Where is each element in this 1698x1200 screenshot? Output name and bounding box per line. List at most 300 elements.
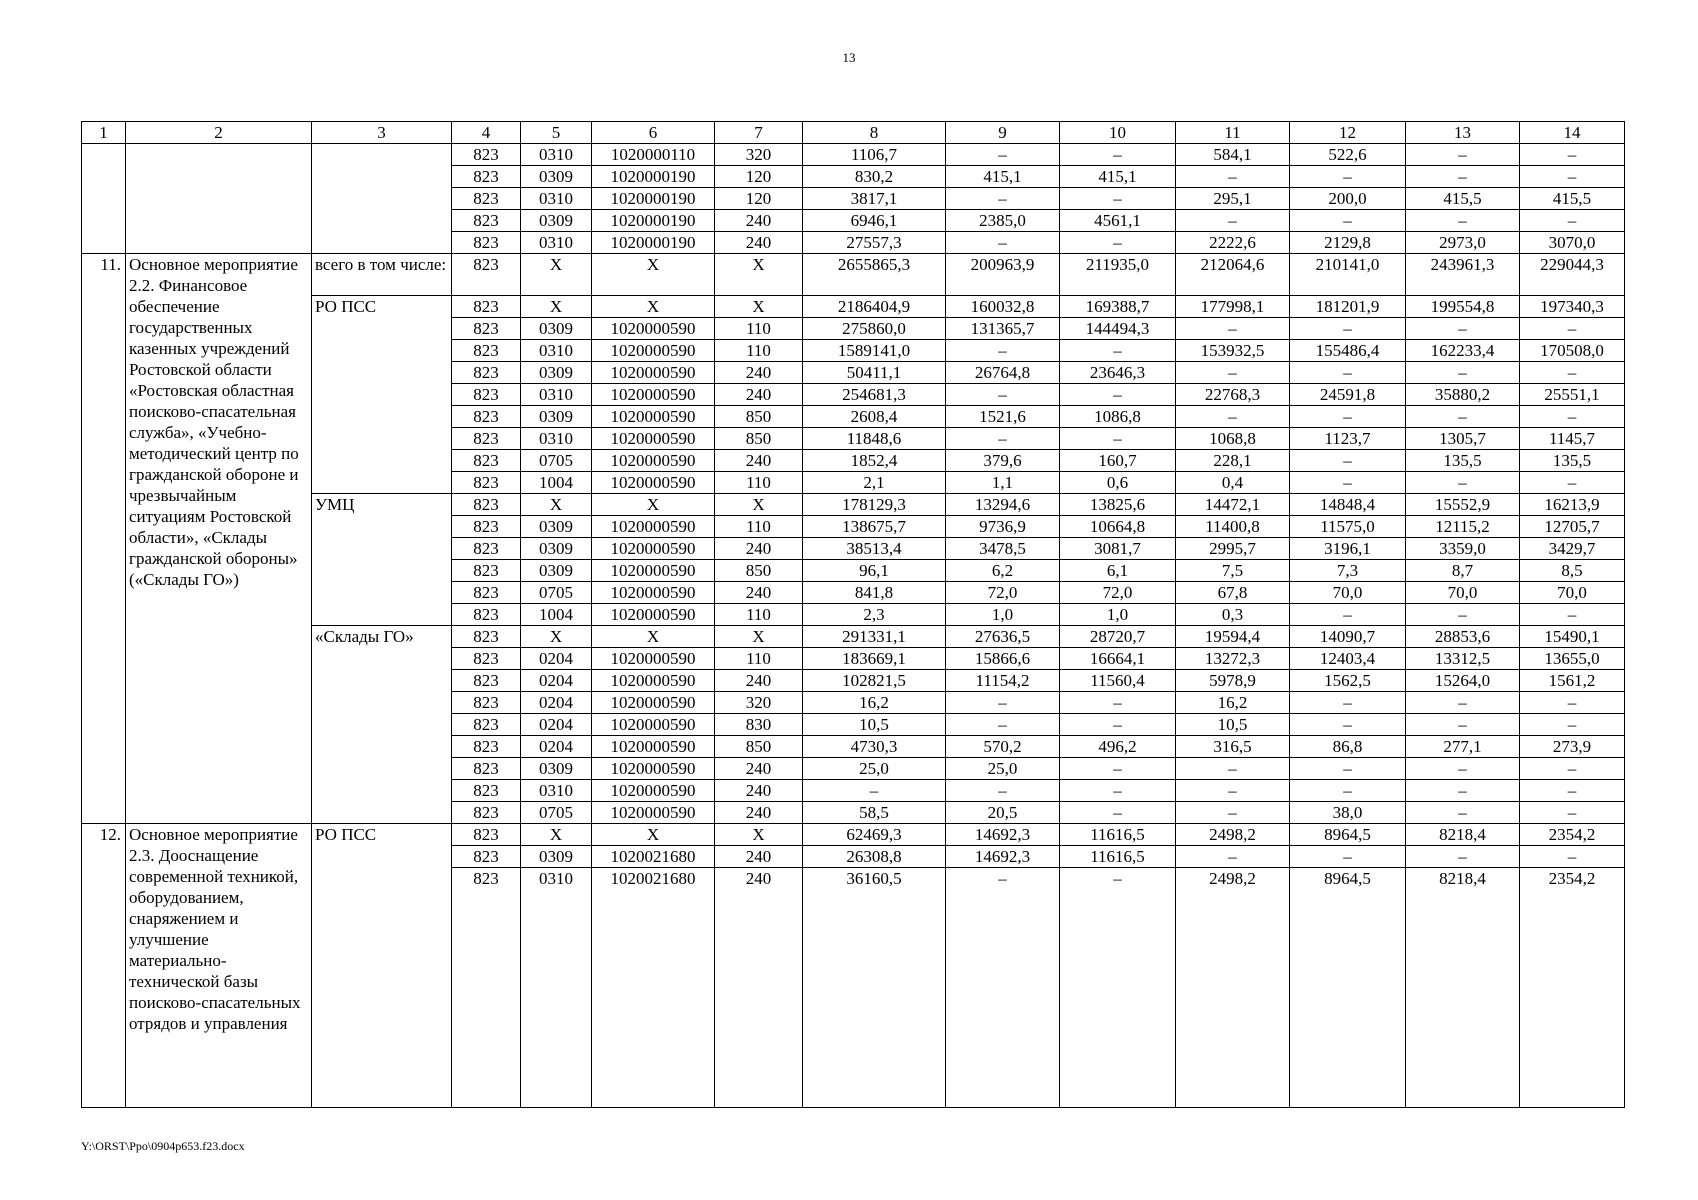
table-cell: – (946, 340, 1060, 362)
table-cell: 823 (452, 582, 521, 604)
table-cell: 14692,3 (946, 824, 1060, 846)
table-cell: – (1176, 802, 1290, 824)
table-cell: 6,2 (946, 560, 1060, 582)
table-cell: X (521, 824, 592, 846)
table-cell: 522,6 (1290, 144, 1406, 166)
table-cell: 2186404,9 (803, 296, 946, 318)
table-cell: – (1290, 846, 1406, 868)
table-cell: – (1406, 472, 1520, 494)
table-cell: 2995,7 (1176, 538, 1290, 560)
table-cell: – (1520, 362, 1625, 384)
table-cell: – (1406, 318, 1520, 340)
table-cell: 0310 (521, 384, 592, 406)
table-cell: – (946, 714, 1060, 736)
file-path-footer: Y:\ORST\Ppo\0904p653.f23.docx (81, 1139, 245, 1153)
table-cell: 1,1 (946, 472, 1060, 494)
table-cell: – (1176, 846, 1290, 868)
table-cell: 110 (715, 340, 803, 362)
table-cell: 240 (715, 210, 803, 232)
table-cell: 8218,4 (1406, 824, 1520, 846)
row-index: 12. (82, 824, 126, 1108)
table-cell: 11560,4 (1060, 670, 1176, 692)
table-cell: 38513,4 (803, 538, 946, 560)
table-cell: 823 (452, 144, 521, 166)
table-cell: 72,0 (946, 582, 1060, 604)
table-cell: – (1060, 340, 1176, 362)
table-cell: 823 (452, 188, 521, 210)
table-cell: 211935,0 (1060, 254, 1176, 296)
table-cell: 823 (452, 362, 521, 384)
table-cell: 1561,2 (1520, 670, 1625, 692)
table-cell: – (1176, 780, 1290, 802)
table-cell: 1086,8 (1060, 406, 1176, 428)
table-cell: 62469,3 (803, 824, 946, 846)
table-cell: 316,5 (1176, 736, 1290, 758)
table-cell: – (1406, 846, 1520, 868)
table-cell: 25,0 (946, 758, 1060, 780)
table-cell: 2129,8 (1290, 232, 1406, 254)
table-cell: 96,1 (803, 560, 946, 582)
table-cell: 2222,6 (1176, 232, 1290, 254)
table-cell: 1068,8 (1176, 428, 1290, 450)
table-cell: – (1406, 210, 1520, 232)
table-cell: 823 (452, 802, 521, 824)
table-cell: 240 (715, 758, 803, 780)
table-cell: 1020000590 (592, 472, 715, 494)
table-cell: 3478,5 (946, 538, 1060, 560)
table-cell: – (1520, 166, 1625, 188)
table-cell: 6946,1 (803, 210, 946, 232)
table-cell: 210141,0 (1290, 254, 1406, 296)
column-header: 8 (803, 122, 946, 144)
table-cell: 2498,2 (1176, 868, 1290, 1108)
table-cell: 0309 (521, 560, 592, 582)
table-cell: – (1406, 714, 1520, 736)
table-cell: 70,0 (1290, 582, 1406, 604)
table-cell: 1020000590 (592, 802, 715, 824)
table-cell: X (715, 626, 803, 648)
table-cell: 823 (452, 494, 521, 516)
table-cell: 86,8 (1290, 736, 1406, 758)
table-cell: X (715, 494, 803, 516)
table-cell: 295,1 (1176, 188, 1290, 210)
table-cell: 26764,8 (946, 362, 1060, 384)
table-cell: 2385,0 (946, 210, 1060, 232)
table-cell: 0309 (521, 516, 592, 538)
table-cell: 14472,1 (1176, 494, 1290, 516)
table-cell: 240 (715, 384, 803, 406)
table-header-row (82, 122, 1625, 144)
table-cell: 2973,0 (1406, 232, 1520, 254)
table-cell: 177998,1 (1176, 296, 1290, 318)
column-header: 9 (946, 122, 1060, 144)
table-cell: – (1406, 758, 1520, 780)
table-cell: 1020000590 (592, 758, 715, 780)
table-cell: 1020000190 (592, 210, 715, 232)
table-cell: 8,7 (1406, 560, 1520, 582)
table-cell: 1,0 (946, 604, 1060, 626)
table-cell: 823 (452, 648, 521, 670)
table-cell: 12705,7 (1520, 516, 1625, 538)
table-cell: 25551,1 (1520, 384, 1625, 406)
table-cell: 0204 (521, 714, 592, 736)
table-cell: 3429,7 (1520, 538, 1625, 560)
table-cell: 1020000110 (592, 144, 715, 166)
table-cell: – (1290, 406, 1406, 428)
table-cell: 415,5 (1520, 188, 1625, 210)
table-cell: – (1406, 780, 1520, 802)
table-cell: 273,9 (1520, 736, 1625, 758)
table-cell: X (592, 494, 715, 516)
table-cell: 23646,3 (1060, 362, 1176, 384)
table-cell: X (715, 824, 803, 846)
table-cell: 240 (715, 232, 803, 254)
table-cell: 823 (452, 254, 521, 296)
table-cell: – (1060, 428, 1176, 450)
table-cell: 3817,1 (803, 188, 946, 210)
table-cell: 1020000590 (592, 450, 715, 472)
table-cell: – (946, 188, 1060, 210)
table-cell: 15490,1 (1520, 626, 1625, 648)
table-cell: 823 (452, 868, 521, 1108)
table-cell: 2655865,3 (803, 254, 946, 296)
table-cell: 200,0 (1290, 188, 1406, 210)
table-cell: 178129,3 (803, 494, 946, 516)
table-cell: – (1290, 780, 1406, 802)
table-cell: – (1176, 210, 1290, 232)
table-cell: 160032,8 (946, 296, 1060, 318)
table-cell: – (1520, 758, 1625, 780)
table-cell: 1106,7 (803, 144, 946, 166)
table-cell: 120 (715, 188, 803, 210)
table-cell: 823 (452, 846, 521, 868)
table-cell: 1305,7 (1406, 428, 1520, 450)
table-cell: 0309 (521, 846, 592, 868)
table-cell: 2608,4 (803, 406, 946, 428)
table-cell: 24591,8 (1290, 384, 1406, 406)
table-cell: 0705 (521, 582, 592, 604)
table-cell: 9736,9 (946, 516, 1060, 538)
table-cell: 275860,0 (803, 318, 946, 340)
table-cell: 823 (452, 560, 521, 582)
activity-name (126, 144, 312, 254)
table-cell: 3070,0 (1520, 232, 1625, 254)
table-cell: 823 (452, 670, 521, 692)
table-cell: 823 (452, 604, 521, 626)
table-cell: 823 (452, 210, 521, 232)
table-cell: 830 (715, 714, 803, 736)
table-cell: – (946, 428, 1060, 450)
table-cell: 0309 (521, 210, 592, 232)
table-cell: 850 (715, 406, 803, 428)
table-cell: 850 (715, 560, 803, 582)
table-cell: 1020000190 (592, 188, 715, 210)
table-cell: 110 (715, 648, 803, 670)
table-cell: 1020000590 (592, 670, 715, 692)
table-row (82, 144, 1625, 166)
table-cell: 16,2 (1176, 692, 1290, 714)
table-cell: 1145,7 (1520, 428, 1625, 450)
table-cell: – (1060, 384, 1176, 406)
table-cell: 8,5 (1520, 560, 1625, 582)
table-cell: 240 (715, 780, 803, 802)
table-cell: 0310 (521, 428, 592, 450)
table-cell: 13825,6 (1060, 494, 1176, 516)
table-cell: 11400,8 (1176, 516, 1290, 538)
table-cell: – (1520, 210, 1625, 232)
table-cell: – (1060, 868, 1176, 1108)
column-header: 11 (1176, 122, 1290, 144)
table-cell: 0204 (521, 670, 592, 692)
table-cell: – (946, 144, 1060, 166)
table-cell: 135,5 (1406, 450, 1520, 472)
table-cell: X (715, 254, 803, 296)
table-cell: 823 (452, 340, 521, 362)
table-cell: 183669,1 (803, 648, 946, 670)
table-cell: – (1290, 758, 1406, 780)
table-cell: 240 (715, 362, 803, 384)
table-cell: 240 (715, 450, 803, 472)
table-cell: 379,6 (946, 450, 1060, 472)
table-cell: – (1520, 406, 1625, 428)
table-cell: – (1406, 166, 1520, 188)
table-cell: – (1060, 232, 1176, 254)
table-cell: 8964,5 (1290, 824, 1406, 846)
table-cell: – (1406, 802, 1520, 824)
table-cell: 7,3 (1290, 560, 1406, 582)
table-cell: X (592, 254, 715, 296)
table-cell: 3081,7 (1060, 538, 1176, 560)
table-cell: 0309 (521, 538, 592, 560)
table-cell: 212064,6 (1176, 254, 1290, 296)
table-cell: 320 (715, 144, 803, 166)
table-cell: 1020000590 (592, 560, 715, 582)
table-cell: 70,0 (1520, 582, 1625, 604)
table-cell: – (1406, 692, 1520, 714)
table-cell: – (1060, 188, 1176, 210)
table-row (82, 296, 1625, 318)
table-cell: 169388,7 (1060, 296, 1176, 318)
table-cell: 415,5 (1406, 188, 1520, 210)
table-cell: 1123,7 (1290, 428, 1406, 450)
table-cell: 110 (715, 516, 803, 538)
table-cell: 10,5 (1176, 714, 1290, 736)
table-cell: 16,2 (803, 692, 946, 714)
table-cell: 277,1 (1406, 736, 1520, 758)
table-cell: 823 (452, 384, 521, 406)
table-cell: 0705 (521, 450, 592, 472)
table-cell: – (946, 868, 1060, 1108)
table-cell: X (592, 296, 715, 318)
table-cell: 0310 (521, 144, 592, 166)
table-cell: – (1060, 802, 1176, 824)
table-cell: – (1060, 714, 1176, 736)
responsible-executor: «Склады ГО» (312, 626, 452, 824)
table-cell: – (1406, 362, 1520, 384)
table-cell: 1020000590 (592, 648, 715, 670)
table-cell: 2,3 (803, 604, 946, 626)
table-cell: 0310 (521, 868, 592, 1108)
column-header: 6 (592, 122, 715, 144)
responsible-executor: РО ПСС (312, 824, 452, 1108)
table-cell: – (946, 232, 1060, 254)
table-cell: – (1520, 144, 1625, 166)
table-cell: 70,0 (1406, 582, 1520, 604)
table-cell: 135,5 (1520, 450, 1625, 472)
table-cell: 823 (452, 318, 521, 340)
table-cell: 36160,5 (803, 868, 946, 1108)
table-cell: 496,2 (1060, 736, 1176, 758)
table-cell: 199554,8 (1406, 296, 1520, 318)
table-cell: 10,5 (803, 714, 946, 736)
activity-name: Основное мероприятие 2.3. Дооснащение современной техникой, оборудованием, снаряжением и улучшение материально-технической базы поисково-спасательных отрядов и управления (126, 824, 312, 1108)
table-cell: – (1290, 362, 1406, 384)
table-cell: 823 (452, 472, 521, 494)
row-index (82, 144, 126, 254)
table-cell: 15264,0 (1406, 670, 1520, 692)
table-row (82, 254, 1625, 296)
table-cell: X (592, 824, 715, 846)
table-cell: 162233,4 (1406, 340, 1520, 362)
table-cell: 1020021680 (592, 868, 715, 1108)
table-cell: 1004 (521, 604, 592, 626)
table-cell: 1020021680 (592, 846, 715, 868)
table-cell: 1852,4 (803, 450, 946, 472)
table-cell: 823 (452, 296, 521, 318)
table-cell: 1020000590 (592, 714, 715, 736)
table-cell: 320 (715, 692, 803, 714)
table-cell: 291331,1 (803, 626, 946, 648)
table-cell: 27557,3 (803, 232, 946, 254)
table-row (82, 824, 1625, 846)
table-cell: 0705 (521, 802, 592, 824)
table-cell: 823 (452, 166, 521, 188)
responsible-executor (312, 144, 452, 254)
table-cell: 181201,9 (1290, 296, 1406, 318)
table-cell: X (521, 494, 592, 516)
table-cell: – (1290, 604, 1406, 626)
table-cell: 3196,1 (1290, 538, 1406, 560)
table-cell: 15866,6 (946, 648, 1060, 670)
table-cell: 1562,5 (1290, 670, 1406, 692)
table-cell: 823 (452, 428, 521, 450)
table-cell: 15552,9 (1406, 494, 1520, 516)
table-cell: 19594,4 (1176, 626, 1290, 648)
table-cell: 570,2 (946, 736, 1060, 758)
table-cell: 823 (452, 780, 521, 802)
table-cell: 1020000590 (592, 538, 715, 560)
table-cell: 160,7 (1060, 450, 1176, 472)
table-cell: 1020000590 (592, 516, 715, 538)
table-row (82, 494, 1625, 516)
table-cell: – (946, 780, 1060, 802)
table-cell: 1020000590 (592, 428, 715, 450)
table-cell: 228,1 (1176, 450, 1290, 472)
table-cell: 20,5 (946, 802, 1060, 824)
table-cell: 240 (715, 846, 803, 868)
table-cell: – (1290, 472, 1406, 494)
table-cell: 6,1 (1060, 560, 1176, 582)
table-cell: 1020000190 (592, 166, 715, 188)
table-cell: 254681,3 (803, 384, 946, 406)
table-cell: – (946, 692, 1060, 714)
table-cell: – (1520, 472, 1625, 494)
table-cell: 1020000590 (592, 736, 715, 758)
table-cell: – (1290, 450, 1406, 472)
table-cell: 102821,5 (803, 670, 946, 692)
table-cell: 170508,0 (1520, 340, 1625, 362)
table-cell: 197340,3 (1520, 296, 1625, 318)
table-cell: 823 (452, 232, 521, 254)
column-header: 1 (82, 122, 126, 144)
table-cell: 850 (715, 736, 803, 758)
table-cell: 28853,6 (1406, 626, 1520, 648)
table-cell: 1020000590 (592, 604, 715, 626)
table-cell: 0309 (521, 318, 592, 340)
table-cell: 2,1 (803, 472, 946, 494)
responsible-executor: УМЦ (312, 494, 452, 626)
table-cell: – (1520, 780, 1625, 802)
table-cell: 1020000190 (592, 232, 715, 254)
table-cell: 0204 (521, 736, 592, 758)
table-cell: – (1176, 166, 1290, 188)
column-header: 7 (715, 122, 803, 144)
table-cell: 229044,3 (1520, 254, 1625, 296)
table-cell: 8218,4 (1406, 868, 1520, 1108)
table-cell: 823 (452, 450, 521, 472)
table-cell: 12115,2 (1406, 516, 1520, 538)
column-header: 2 (126, 122, 312, 144)
table-cell: 27636,5 (946, 626, 1060, 648)
table-cell: X (521, 626, 592, 648)
table-cell: 0309 (521, 406, 592, 428)
table-cell: 240 (715, 538, 803, 560)
table-cell: 415,1 (1060, 166, 1176, 188)
table-cell: – (1176, 758, 1290, 780)
table-cell: – (1176, 318, 1290, 340)
table-cell: 38,0 (1290, 802, 1406, 824)
table-cell: X (715, 296, 803, 318)
table-cell: 7,5 (1176, 560, 1290, 582)
table-cell: – (1406, 144, 1520, 166)
table-cell: – (1060, 692, 1176, 714)
table-cell: 131365,7 (946, 318, 1060, 340)
table-cell: 4730,3 (803, 736, 946, 758)
table-cell: – (1176, 362, 1290, 384)
table-cell: 72,0 (1060, 582, 1176, 604)
column-header: 12 (1290, 122, 1406, 144)
table-cell: 11848,6 (803, 428, 946, 450)
table-cell: 0204 (521, 648, 592, 670)
table-cell: 1589141,0 (803, 340, 946, 362)
table-cell: 50411,1 (803, 362, 946, 384)
column-header: 5 (521, 122, 592, 144)
table-body (82, 144, 1625, 1108)
table-cell: 243961,3 (1406, 254, 1520, 296)
table-cell: 155486,4 (1290, 340, 1406, 362)
table-cell: 35880,2 (1406, 384, 1520, 406)
table-cell: 3359,0 (1406, 538, 1520, 560)
table-cell: 1020000590 (592, 384, 715, 406)
column-header: 14 (1520, 122, 1625, 144)
table-cell: 11575,0 (1290, 516, 1406, 538)
table-cell: 16213,9 (1520, 494, 1625, 516)
table-cell: 25,0 (803, 758, 946, 780)
table-cell: 11616,5 (1060, 846, 1176, 868)
table-cell: 823 (452, 538, 521, 560)
column-header: 10 (1060, 122, 1176, 144)
table-cell: 1020000590 (592, 318, 715, 340)
